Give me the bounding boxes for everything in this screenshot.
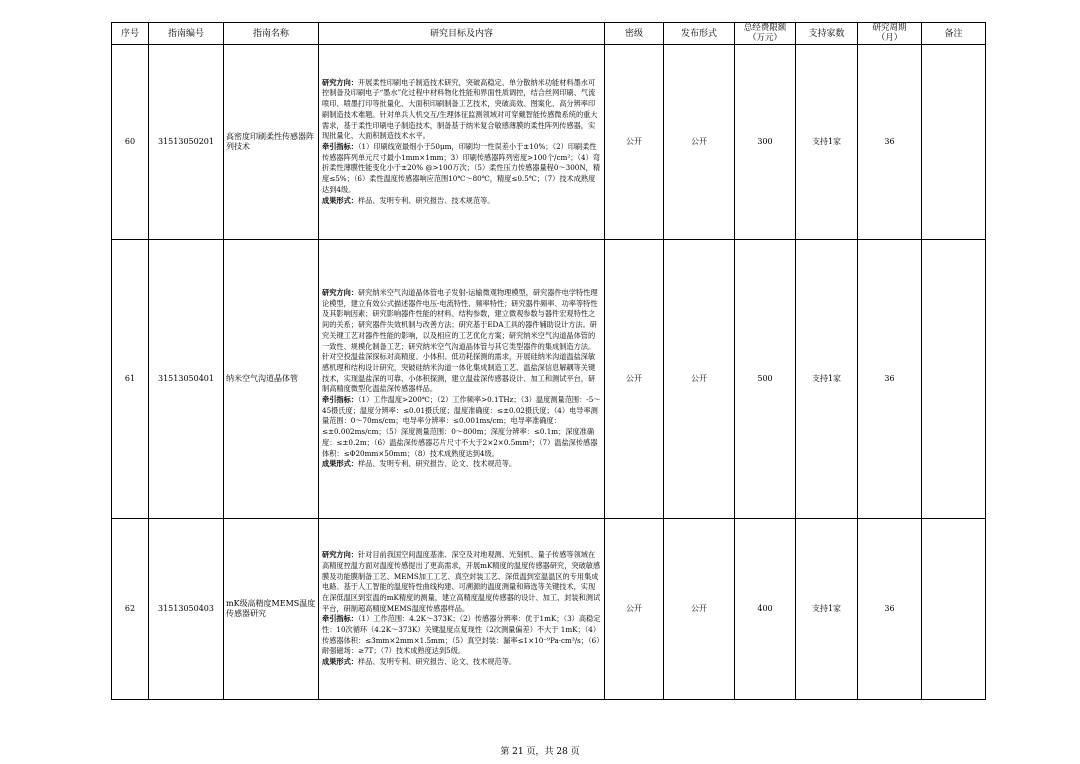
indicator-label: 牵引指标：	[322, 142, 358, 151]
header-publish: 发布形式	[664, 23, 735, 45]
header-period	[858, 23, 922, 45]
row-units: 支持1家	[796, 45, 858, 240]
row-publish: 公开	[664, 240, 735, 519]
header-units: 支持家数	[796, 23, 858, 45]
header-budget	[735, 23, 796, 45]
deliverable-label: 成果形式：	[322, 657, 358, 667]
indicator-text: （1）工作温度>200℃；（2）工作频率>0.1THz；（3）温度测量范围：-5～45摄氏度；温度分辨率：≤0.01摄氏度；温度准确度：≤±0.02摄氏度；（4）电导率测量范围：0～70ms/cm；电导率分辨率：≤0.001ms/cm；电导率准确度：≤±0.002ms/cm；（5）深度测量范围：0～800m；深度分辨率：≤0.1m；深度准确度：≤±0.2m；（6）温盐深传感器芯片尺寸不大于2×2×0.5mm³；（7）温盐深传感器体积：≤Φ20mm×50mm；（8）技术成熟度达到4级。	[322, 395, 601, 458]
row-publish: 公开	[664, 519, 735, 700]
guide-table-sheet	[111, 22, 985, 700]
deliverable-text: 样品、发明专利、研究报告、论文、技术规范等。	[357, 657, 517, 667]
row-content	[319, 519, 605, 700]
indicator-label: 牵引指标：	[322, 395, 358, 405]
row-publish: 公开	[664, 45, 735, 240]
header-secret: 密级	[605, 23, 664, 45]
deliverables	[322, 657, 601, 668]
row-budget: 500	[735, 240, 796, 519]
target-indicators	[322, 614, 601, 657]
header-period-line1: 研究周期	[872, 23, 907, 33]
header-budget-line1: 总经费限额	[743, 23, 787, 33]
research-direction	[322, 78, 601, 142]
research-direction	[322, 288, 601, 395]
header-seq: 序号	[112, 23, 149, 45]
deliverable-label: 成果形式：	[322, 195, 358, 205]
header-row	[112, 23, 986, 45]
row-seq: 60	[112, 45, 149, 240]
row-code: 31513050403	[149, 519, 224, 700]
deliverable-text: 样品、发明专利、研究报告、技术规范等。	[357, 195, 495, 205]
row-budget: 300	[735, 45, 796, 240]
indicator-label: 牵引指标：	[322, 614, 358, 624]
research-direction	[322, 550, 601, 614]
row-period: 36	[858, 45, 922, 240]
table-row	[112, 45, 986, 240]
row-guide-name: 纳米空气沟道晶体管	[224, 240, 319, 519]
table-row	[112, 240, 986, 519]
row-content	[319, 240, 605, 519]
header-remark: 备注	[922, 23, 986, 45]
header-budget-line2: （万元）	[747, 32, 782, 43]
deliverables	[322, 459, 601, 470]
row-period: 36	[858, 519, 922, 700]
row-units: 支持1家	[796, 519, 858, 700]
row-seq: 61	[112, 240, 149, 519]
table-row	[112, 519, 986, 700]
row-budget: 400	[735, 519, 796, 700]
header-content: 研究目标及内容	[319, 23, 605, 45]
row-remark	[922, 240, 986, 519]
deliverable-label: 成果形式：	[322, 459, 358, 469]
row-units: 支持1家	[796, 240, 858, 519]
guide-table	[111, 22, 986, 700]
indicator-text: （1）工作范围：4.2K～373K；（2）传感器分辨率：优于1mK；（3）高稳定性：10次循环（4.2K～373K）关键温度点复现性（2次测量偏差）不大于 1mK；（4）传感器体积：≤3mm×2mm×1.5mm；（5）真空封装：漏率≤1×10⁻⁹Pa·cm³/s；（6）耐强磁场：≥7T；（7）技术成熟度达到5级。	[322, 614, 601, 656]
direction-label: 研究方向：	[322, 288, 358, 298]
header-period-line2: （月）	[876, 32, 903, 43]
direction-text: 研究纳米空气沟道晶体管电子发射-运输微观物理模型，研究器件电学特性理论模型，建立有效公式描述器件电压-电流特性、频率特性；研究器件频率、功率等特性及其影响因素；研究影响器件性能的材料、结构参数，建立微观参数与器件宏观特性之间的关系；研究器件失效机制与改善方法；研究基于EDA工具的器件辅助设计方法。研究关键工艺对器件性能的影响，以及相应的工艺优化方案；研究纳米空气沟道晶体管的一致性、规模化制备工艺；研究纳米空气沟道晶体管与其它类型器件的集成制造方法。针对空投温盐深探标对高精度、小体积、低功耗探测的需求，开展硅纳米沟道温盐深敏感机理和结构设计研究，突破硅纳米沟道一体化集成制造工艺、温盐深信息解耦等关键技术，实现温盐深的可靠、小体积探测，建立温盐深传感器设计、加工和测试平台，研制高精度微型化温盐深传感器样品。	[322, 288, 598, 394]
direction-text: 针对目前我国空间温度基准、深空及对地观测、光刻机、量子传感等领域在高精度控温方面对温度传感提出了更高需求，开展mK精度的温度传感器研究，突破敏感膜及功能膜制备工艺、MEMS加工工艺、真空封装工艺、深低温到室温温区的专用集成电路、基于人工智能的温度特性曲线构建、可溯源的温度测量和筛选等关键技术，实现在深低温区到室温的mK精度的测量，建立高精度温度传感器的设计、加工、封装和测试平台，研制超高精度MEMS温度传感器样品。	[322, 550, 601, 613]
row-code: 31513050401	[149, 240, 224, 519]
deliverables	[322, 196, 601, 207]
row-remark	[922, 519, 986, 700]
row-secret: 公开	[605, 240, 664, 519]
row-guide-name: 高密度印刷柔性传感器阵列技术	[224, 45, 319, 240]
direction-label: 研究方向：	[322, 550, 358, 560]
row-guide-name: mK级高精度MEMS温度传感器研究	[224, 519, 319, 700]
deliverable-text: 样品、发明专利、研究报告、论文、技术规范等。	[357, 459, 517, 469]
row-seq: 62	[112, 519, 149, 700]
page-footer: 第 21 页，共 28 页	[500, 747, 580, 757]
target-indicators	[322, 395, 601, 459]
row-content	[319, 45, 605, 240]
header-name: 指南名称	[224, 23, 319, 45]
row-code: 31513050201	[149, 45, 224, 240]
row-period: 36	[858, 240, 922, 519]
row-secret: 公开	[605, 45, 664, 240]
direction-label: 研究方向：	[322, 77, 358, 87]
direction-text: 开展柔性印刷电子制造技术研究，突破高稳定、单分散纳米功能材料墨水可控制备及印刷电子“墨水”化过程中材料物化性能和界面性质调控，结合丝网印刷、气流喷印、喷墨打印等批量化、大面积印刷制备工艺技术，突破高效、图案化、高分辨率印刷制造技术难题。针对单兵人机交互/生理体征监测领域对可穿戴智能传感微系统的重大需求，基于柔性印刷电子制造技术，制备基于纳米复合敏感薄膜的柔性阵列传感器，实现批量化、大面积制造技术水平。	[322, 77, 598, 141]
row-remark	[922, 45, 986, 240]
header-code: 指南编号	[149, 23, 224, 45]
target-indicators	[322, 142, 601, 196]
indicator-text: （1）印刷线宽最细小于50μm，印刷均一性误差小于±10%；（2）印刷柔性传感器阵列单元尺寸最小1mm×1mm；3）印刷传感器阵列密度>100个/cm²；（4）弯折柔性薄膜性能变化小于±20% @>100万次；（5）柔性压力传感器量程0～300N，精度≤5%；（6）柔性温度传感器响应范围10℃～80℃，精度≤0.5℃；（7）技术成熟度达到4级。	[322, 142, 601, 194]
row-secret: 公开	[605, 519, 664, 700]
